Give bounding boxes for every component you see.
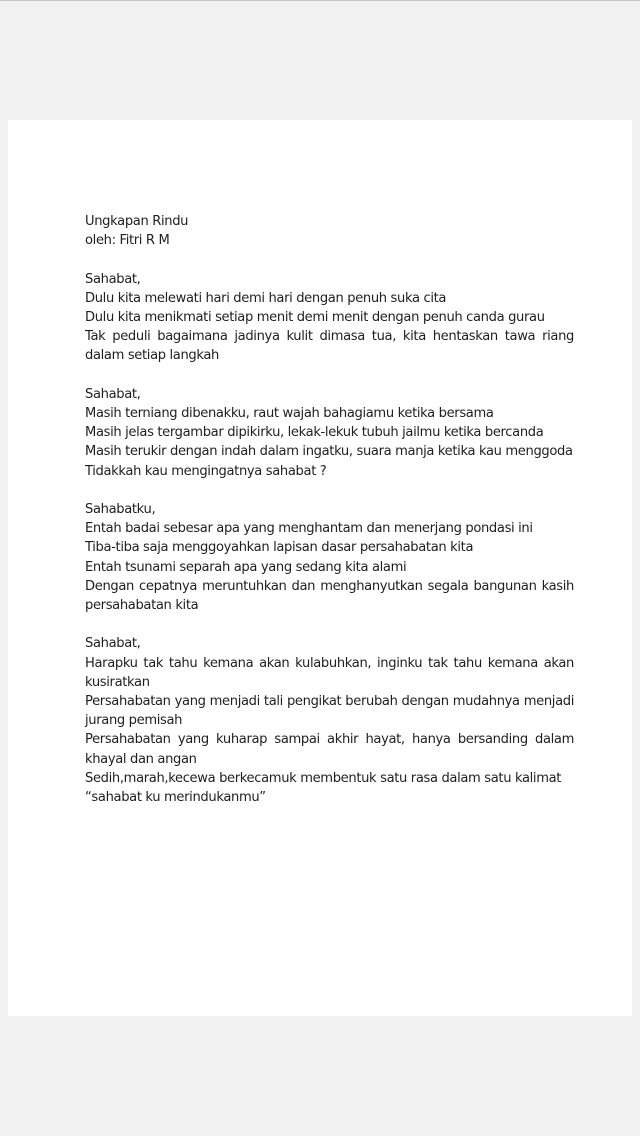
- stanza-1: [85, 270, 574, 366]
- stanza-line: Tak peduli bagaimana jadinya kulit dimasa tua, kita hentaskan tawa riang dalam setiap langkah: [85, 329, 574, 364]
- stanza-line: Masih terukir dengan indah dalam ingatku, suara manja ketika kau menggoda: [85, 444, 573, 460]
- stanza-greeting: Sahabat,: [85, 636, 141, 652]
- stanza-4: [85, 634, 574, 807]
- stanza-line: Dengan cepatnya meruntuhkan dan menghanyutkan segala bangunan kasih persahabatan kita: [85, 578, 574, 614]
- stanza-greeting: Sahabatku,: [85, 502, 156, 517]
- stanza-line: Dulu kita menikmati setiap menit demi menit dengan penuh canda gurau: [85, 310, 545, 325]
- stanza-line: Tidakkah kau mengingatnya sahabat ?: [85, 463, 327, 479]
- stanza-line: Persahabatan yang kuharap sampai akhir hayat, hanya bersanding dalam khayal dan angan: [85, 732, 574, 767]
- stanza-greeting: Sahabat,: [85, 386, 141, 402]
- poem-body: [85, 212, 574, 807]
- stanza-line: Tiba-tiba saja menggoyahkan lapisan dasar persahabatan kita: [85, 540, 474, 556]
- stanza-line: “sahabat ku merindukanmu”: [85, 790, 266, 806]
- poem-title: Ungkapan Rindu: [85, 214, 189, 229]
- stanza-line: Persahabatan yang menjadi tali pengikat berubah dengan mudahnya menjadi jurang pemisah: [85, 694, 574, 729]
- stanza-line: Masih terniang dibenakku, raut wajah bahagiamu ketika bersama: [85, 406, 494, 421]
- top-divider: [0, 0, 640, 1]
- stanza-line: Harapku tak tahu kemana akan kulabuhkan, inginku tak tahu kemana akan kusiratkan: [85, 655, 574, 690]
- stanza-greeting: Sahabat,: [85, 271, 141, 287]
- stanza-line: Sedih,marah,kecewa berkecamuk membentuk satu rasa dalam satu kalimat: [85, 770, 562, 786]
- poem-header: [85, 212, 574, 250]
- poem-author: oleh: Fitri R M: [85, 233, 170, 249]
- stanza-line: Entah badai sebesar apa yang menghantam dan menerjang pondasi ini: [85, 521, 533, 537]
- stanza-line: Dulu kita melewati hari demi hari dengan penuh suka cita: [85, 290, 447, 306]
- stanza-2: [85, 385, 574, 481]
- stanza-line: Masih jelas tergambar dipikirku, lekak-lekuk tubuh jailmu ketika bercanda: [85, 425, 544, 441]
- stanza-3: [85, 500, 574, 615]
- stanza-line: Entah tsunami separah apa yang sedang kita alami: [85, 559, 407, 575]
- document-page: [8, 120, 632, 1016]
